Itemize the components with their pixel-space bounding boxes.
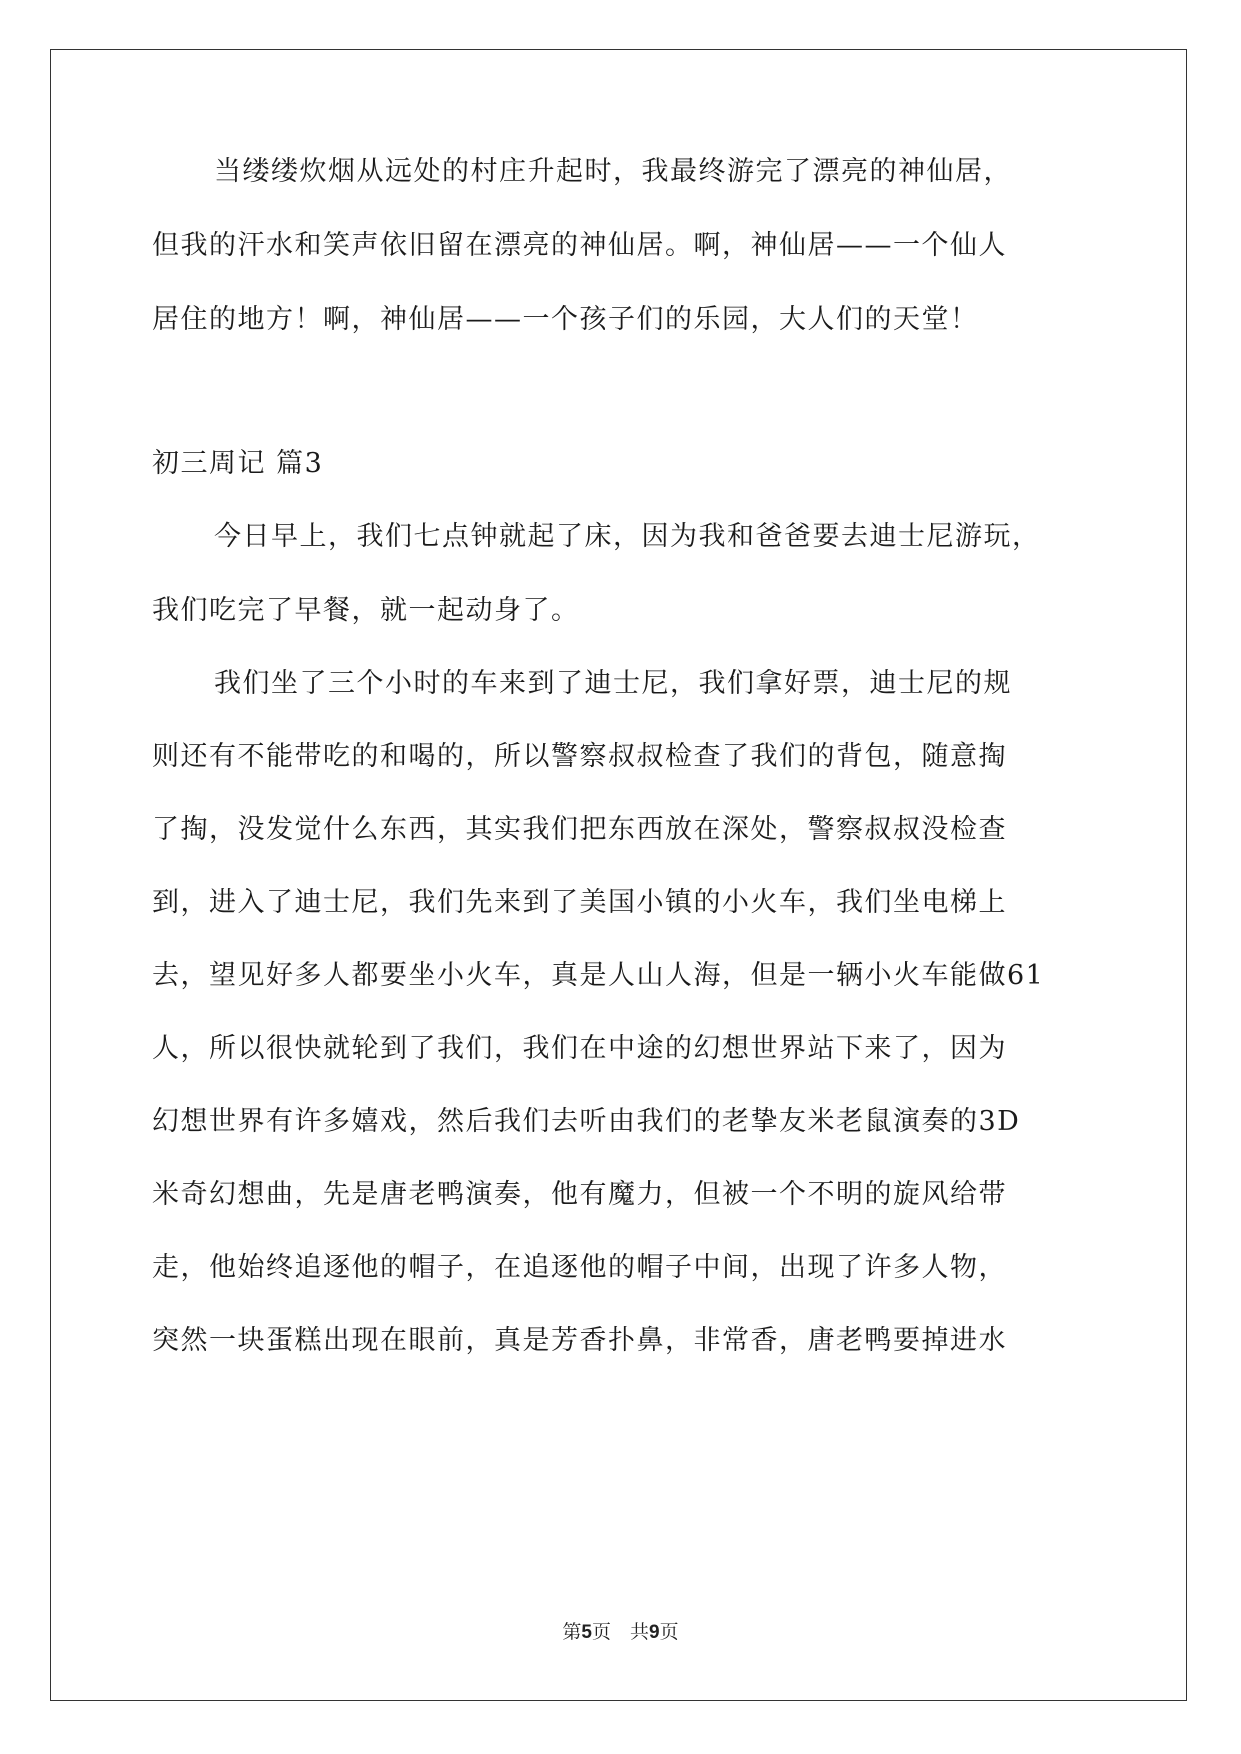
paragraph-line: 突然一块蛋糕出现在眼前，真是芳香扑鼻，非常香，唐老鸭要掉进水 [152, 1325, 1007, 1356]
paragraph-line: 今日早上，我们七点钟就起了床，因为我和爸爸要去迪士尼游玩， [214, 521, 1041, 552]
paragraph-line: 幻想世界有许多嬉戏，然后我们去听由我们的老挚友米老鼠演奏的3D [152, 1106, 1021, 1137]
paragraph-line: 当缕缕炊烟从远处的村庄升起时，我最终游完了漂亮的神仙居， [214, 156, 1012, 187]
paragraph-line: 到，进入了迪士尼，我们先来到了美国小镇的小火车，我们坐电梯上 [152, 887, 1007, 918]
footer-suffix: 页 [659, 1621, 679, 1643]
paragraph-line: 我们坐了三个小时的车来到了迪士尼，我们拿好票，迪士尼的规 [214, 668, 1012, 699]
paragraph-line: 人，所以很快就轮到了我们，我们在中途的幻想世界站下来了，因为 [152, 1033, 1007, 1064]
current-page-number: 5 [581, 1622, 592, 1643]
section-heading: 初三周记 篇3 [152, 448, 324, 479]
page-footer [0, 1620, 1241, 1645]
total-page-number: 9 [649, 1622, 660, 1643]
paragraph-line: 去，望见好多人都要坐小火车，真是人山人海，但是一辆小火车能做61 [152, 960, 1045, 991]
paragraph-line: 我们吃完了早餐，就一起动身了。 [152, 595, 580, 626]
paragraph-line: 但我的汗水和笑声依旧留在漂亮的神仙居。啊，神仙居——一个仙人 [152, 230, 1007, 261]
footer-middle: 页 共 [591, 1621, 649, 1643]
paragraph-line: 走，他始终追逐他的帽子，在追逐他的帽子中间，出现了许多人物， [152, 1252, 1007, 1283]
paragraph-line: 米奇幻想曲，先是唐老鸭演奏，他有魔力，但被一个不明的旋风给带 [152, 1179, 1007, 1210]
page-border [50, 49, 1187, 1701]
footer-prefix: 第 [562, 1621, 582, 1643]
paragraph-line: 居住的地方！啊，神仙居——一个孩子们的乐园，大人们的天堂！ [152, 304, 979, 335]
paragraph-line: 了掏，没发觉什么东西，其实我们把东西放在深处，警察叔叔没检查 [152, 814, 1007, 845]
paragraph-line: 则还有不能带吃的和喝的，所以警察叔叔检查了我们的背包，随意掏 [152, 741, 1007, 772]
